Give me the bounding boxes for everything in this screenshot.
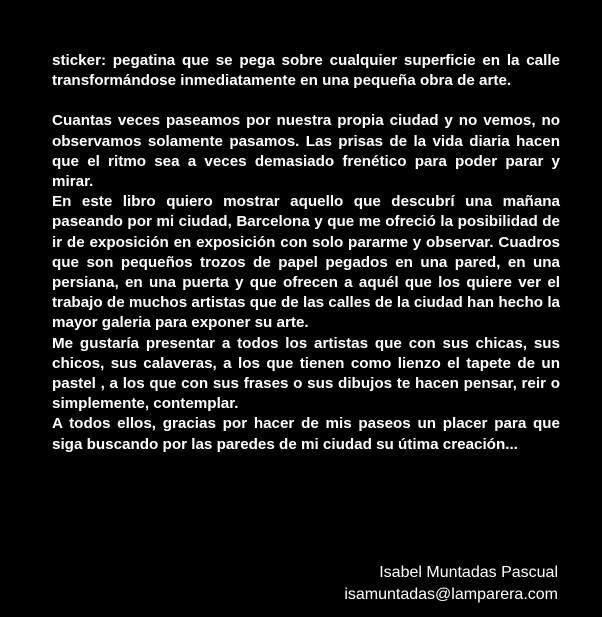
paragraph-book-purpose: En este libro quiero mostrar aquello que descubrí una mañana paseando por mi ciudad, Barcelona y que me ofreció la posibilidad de ir de exposición en exposición con solo pararme y observar. Cuadros que son pequeños trozos de papel pegados en una pared, en una persiana, en una puerta y que ofrecen a aquél que los quiere ver el trabajo de muchos artistas que de las calles de la ciudad han hecho la mayor galeria para exponer su arte. <box>52 193 560 332</box>
signature-block <box>344 562 558 606</box>
author-email: isamuntadas@lamparera.com <box>344 586 558 603</box>
body-text <box>52 51 560 455</box>
paragraph-thanks: A todos ellos, gracias por hacer de mis paseos un placer para que siga buscando por las paredes de mi ciudad su útima creación... <box>52 415 560 453</box>
paragraph-artists: Me gustaría presentar a todos los artistas que con sus chicas, sus chicos, sus calaveras, a los que tienen como lienzo el tapete de un pastel , a los que con sus frases o sus dibujos te hacen pensar, reir o simplemente, contemplar. <box>52 334 560 413</box>
intro-paragraph: sticker: pegatina que se pega sobre cualquier superficie en la calle transformándose inmediatamente en una pequeña obra de arte. <box>52 52 560 90</box>
author-name: Isabel Muntadas Pascual <box>379 564 558 581</box>
paragraph-city-walks: Cuantas veces paseamos por nuestra propia ciudad y no vemos, no observamos solamente pasamos. Las prisas de la vida diaria hacen que el ritmo sea a veces demasiado frenético para poder parar y mirar. <box>52 112 560 191</box>
